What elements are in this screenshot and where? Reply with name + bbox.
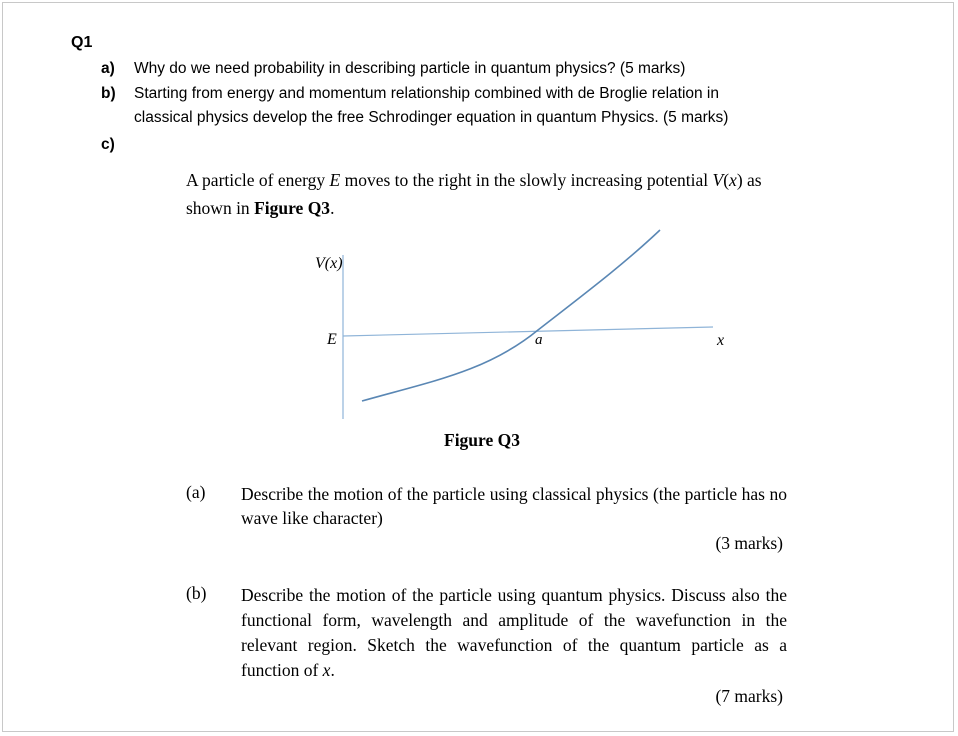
part-b-line1: Starting from energy and momentum relationship combined with de Broglie relation in (134, 85, 719, 102)
part-c-label: c) (101, 136, 115, 153)
subpart-b-text: Describe the motion of the particle using quantum physics. Discuss also the functional form, wavelength and amplitude of the wavefunction in the relevant region. Sketch the wavefunction of the quantum particle as a function of x. (241, 585, 787, 680)
subpart-a-marks: (3 marks) (715, 533, 783, 553)
subpart-a-text: Describe the motion of the particle using classical physics (the particle has no wave like character) (241, 484, 787, 528)
x-axis-label: x (717, 332, 725, 349)
subpart-a-label: (a) (186, 482, 206, 502)
part-a-label: a) (101, 60, 115, 77)
exam-page (2, 2, 954, 732)
part-c-intro-line2: shown in Figure Q3. (186, 198, 335, 218)
energy-label: E (327, 331, 337, 348)
part-a-text: Why do we need probability in describing particle in quantum physics? (5 marks) (134, 60, 686, 77)
part-c-intro-line1: A particle of energy E moves to the right in the slowly increasing potential V(x) as (186, 170, 762, 190)
question-number: Q1 (71, 34, 93, 51)
figure-caption: Figure Q3 (444, 430, 520, 450)
energy-line (343, 327, 713, 336)
turning-point-label: a (535, 332, 543, 348)
subpart-b-marks: (7 marks) (715, 686, 783, 706)
part-b-line2: classical physics develop the free Schrodinger equation in quantum Physics. (5 marks) (134, 109, 729, 126)
subpart-b-label: (b) (186, 583, 207, 603)
part-b-label: b) (101, 85, 116, 102)
y-axis-label: V(x) (315, 255, 343, 272)
potential-curve (362, 230, 660, 401)
